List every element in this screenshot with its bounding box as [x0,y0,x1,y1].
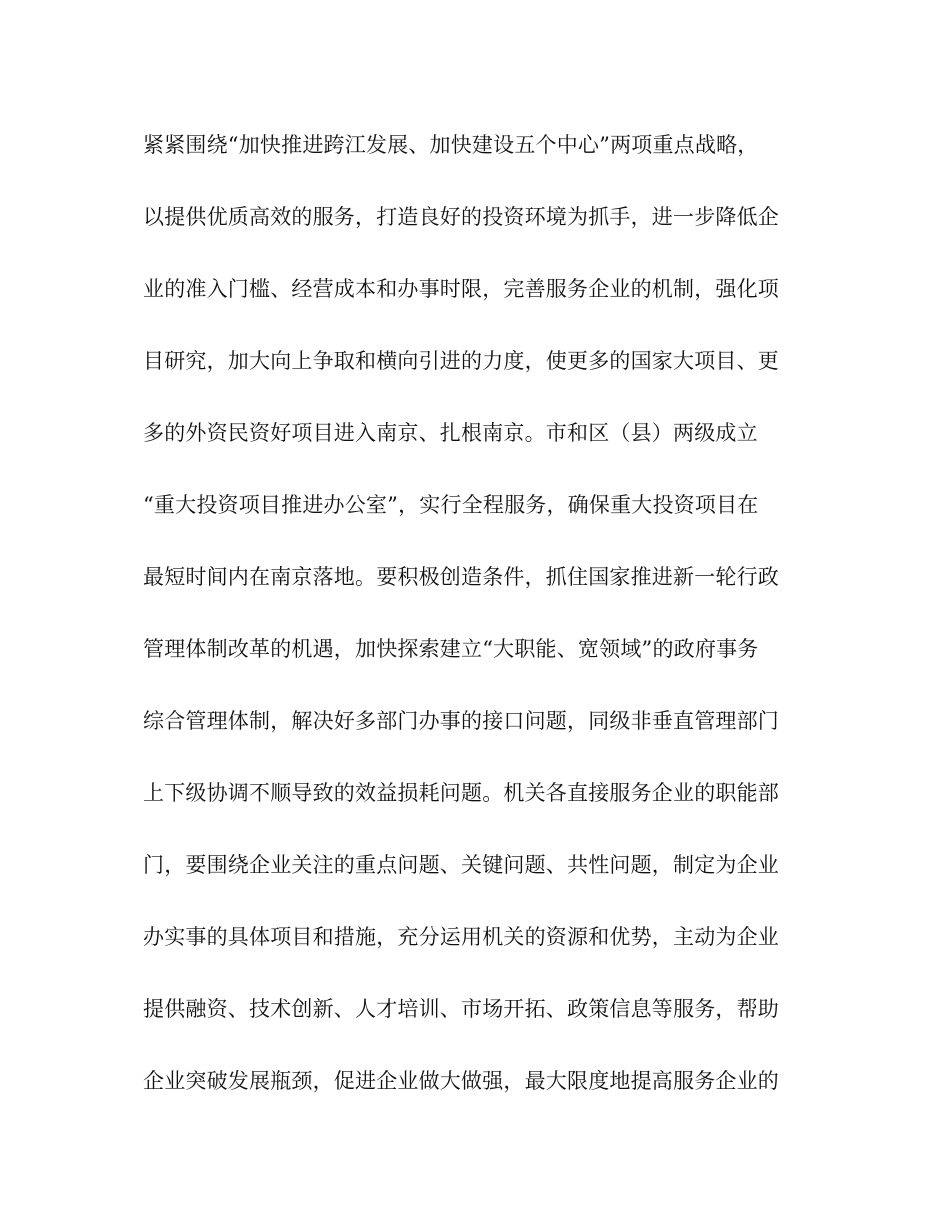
text-line: 多的外资民资好项目进入南京、扎根南京。市和区（县）两级成立 [143,421,758,445]
text-line: 上下级协调不顺导致的效益损耗问题。机关各直接服务企业的职能部 [143,781,779,805]
text-line: 企业突破发展瓶颈，促进企业做大做强，最大限度地提高服务企业的 [143,1069,779,1093]
text-line: 管理体制改革的机遇，加快探索建立“大职能、宽领域”的政府事务 [143,637,759,661]
body-paragraph [143,126,803,1134]
text-line: 紧紧围绕“加快推进跨江发展、加快建设五个中心”两项重点战略， [143,133,759,157]
text-line: 提供融资、技术创新、人才培训、市场开拓、政策信息等服务，帮助 [143,997,779,1021]
text-line: 目研究，加大向上争取和横向引进的力度，使更多的国家大项目、更 [143,349,779,373]
text-line: 最短时间内在南京落地。要积极创造条件，抓住国家推进新一轮行政 [143,565,779,589]
text-line: “重大投资项目推进办公室”，实行全程服务，确保重大投资项目在 [143,493,759,517]
text-line: 综合管理体制，解决好多部门办事的接口问题，同级非垂直管理部门 [143,709,779,733]
text-line: 以提供优质高效的服务，打造良好的投资环境为抓手，进一步降低企 [143,205,779,229]
text-line: 办实事的具体项目和措施，充分运用机关的资源和优势，主动为企业 [143,925,779,949]
text-line: 业的准入门槛、经营成本和办事时限，完善服务企业的机制，强化项 [143,277,779,301]
text-line: 门，要围绕企业关注的重点问题、关键问题、共性问题，制定为企业 [143,853,779,877]
